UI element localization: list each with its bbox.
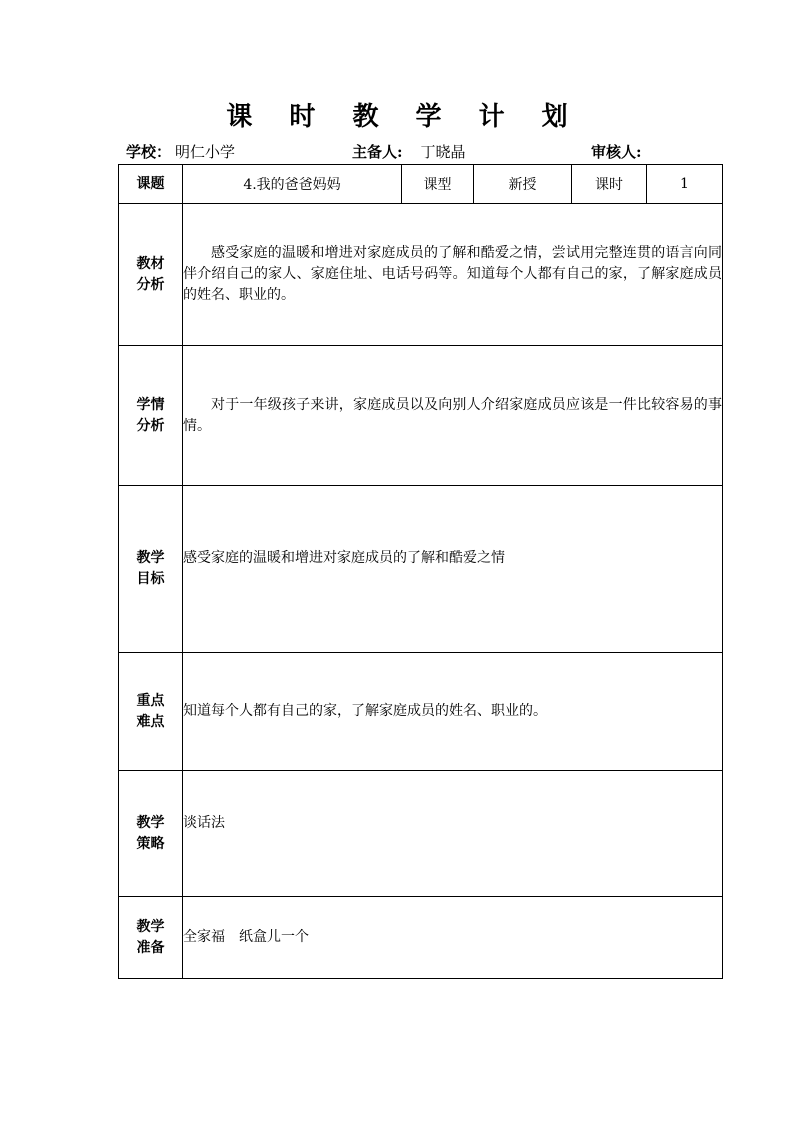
teaching-strategy-text: 谈话法 [183, 815, 225, 831]
row-label [119, 204, 183, 346]
reviewer-label: 审核人: [591, 143, 642, 161]
row-content [183, 897, 723, 979]
row-label-line2: 目标 [136, 571, 165, 587]
preparer-value: 丁晓晶 [420, 143, 466, 161]
school-value: 明仁小学 [175, 143, 236, 161]
row-label-line1: 重点 [136, 692, 165, 709]
teaching-preparation-row [119, 897, 723, 979]
school-field [126, 141, 235, 162]
topic-value: 4.我的爸爸妈妈 [183, 165, 402, 204]
row-content [183, 204, 723, 346]
row-label [119, 653, 183, 771]
row-label-line2: 分析 [136, 417, 165, 434]
row-label-line1: 教学 [136, 814, 165, 831]
row-content [183, 486, 723, 653]
row-label [119, 771, 183, 897]
row-label-line2: 难点 [136, 713, 165, 730]
preparer-label: 主备人: [352, 143, 403, 161]
teaching-strategy-row [119, 771, 723, 897]
teaching-goal-row [119, 486, 723, 653]
teaching-goal-text: 感受家庭的温暖和增进对家庭成员的了解和酷爱之情 [183, 550, 505, 566]
topic-label: 课题 [119, 165, 183, 204]
row-label-line2: 策略 [136, 835, 165, 852]
row-label-line1: 教材 [136, 255, 165, 272]
student-analysis-row [119, 346, 723, 486]
period-label: 课时 [572, 165, 647, 204]
row-label [119, 486, 183, 653]
row-label-line1: 教学 [136, 550, 165, 566]
row-content [183, 346, 723, 486]
type-value: 新授 [474, 165, 572, 204]
header-row [119, 165, 723, 204]
key-difficulty-row [119, 653, 723, 771]
row-label [119, 346, 183, 486]
teaching-preparation-text: 全家福 纸盒儿一个 [183, 929, 309, 945]
row-content [183, 653, 723, 771]
row-label-line2: 分析 [136, 276, 165, 293]
preparer-field [352, 141, 466, 162]
page-title: 课 时 教 学 计 划 [226, 102, 582, 132]
row-content [183, 771, 723, 897]
key-difficulty-text: 知道每个人都有自己的家，了解家庭成员的姓名、职业的。 [183, 703, 547, 719]
student-analysis-text: 对于一年级孩子来讲，家庭成员以及向别人介绍家庭成员应该是一件比较容易的事情。 [183, 396, 722, 434]
row-label-line1: 学情 [136, 396, 165, 413]
row-label-line1: 教学 [136, 918, 165, 935]
reviewer-field [591, 141, 646, 162]
textbook-analysis-text: 感受家庭的温暖和增进对家庭成员的了解和酷爱之情，尝试用完整连贯的语言向同伴介绍自己的家人、家庭住址、电话号码等。知道每个人都有自己的家，了解家庭成员的姓名、职业的。 [183, 245, 722, 303]
row-label-line2: 准备 [136, 939, 165, 956]
textbook-analysis-row [119, 204, 723, 346]
lesson-plan-table [118, 164, 723, 979]
school-label: 学校： [126, 143, 172, 161]
row-label [119, 897, 183, 979]
type-label: 课型 [402, 165, 474, 204]
period-value: 1 [647, 165, 723, 204]
